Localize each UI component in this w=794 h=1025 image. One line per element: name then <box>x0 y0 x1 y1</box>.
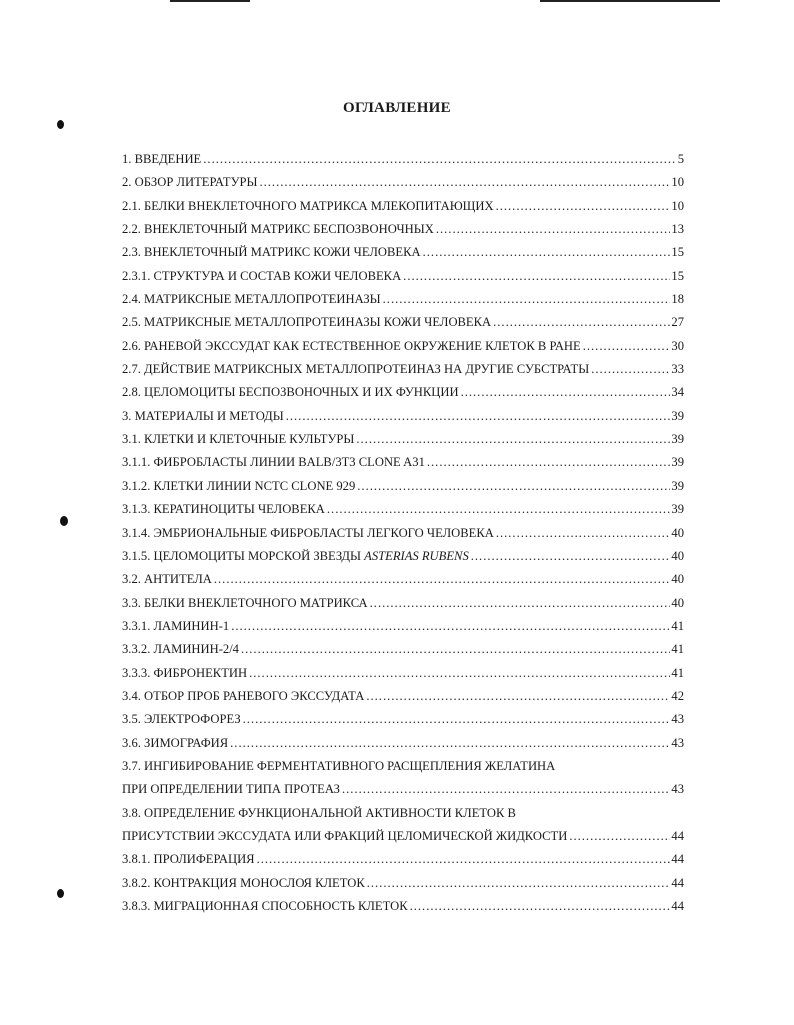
toc-dot-leader <box>436 218 671 241</box>
toc-dot-leader <box>241 638 670 661</box>
toc-entry[interactable] <box>122 218 684 241</box>
toc-dot-leader <box>496 522 671 545</box>
toc-entry-title: 3.1.2. КЛЕТКИ ЛИНИИ NCTC CLONE 929 <box>122 478 356 493</box>
toc-dot-leader <box>230 732 670 755</box>
toc-page-number: 10 <box>671 198 684 213</box>
toc-dot-leader <box>591 358 670 381</box>
toc-entry-title: ПРИСУТСТВИИ ЭКССУДАТА ИЛИ ФРАКЦИЙ ЦЕЛОМИЧЕСКОЙ ЖИДКОСТИ <box>122 828 568 843</box>
toc-entry[interactable] <box>122 358 684 381</box>
toc-page-number: 40 <box>671 525 684 540</box>
toc-entry-title: 3.3.3. ФИБРОНЕКТИН <box>122 665 248 680</box>
toc-dot-leader <box>410 895 671 918</box>
toc-entry-title: 3.1.3. КЕРАТИНОЦИТЫ ЧЕЛОВЕКА <box>122 502 325 517</box>
toc-entry[interactable] <box>122 638 684 661</box>
toc-dot-leader <box>259 171 670 194</box>
toc-entry[interactable] <box>122 381 684 404</box>
toc-entry[interactable] <box>122 428 684 451</box>
toc-dot-leader <box>496 195 671 218</box>
toc-entry[interactable] <box>122 405 684 428</box>
toc-entry-title: 3.8.1. ПРОЛИФЕРАЦИЯ <box>122 852 255 867</box>
toc-dot-leader <box>357 475 670 498</box>
toc-dot-leader <box>423 241 671 264</box>
toc-entry-title: 3. МАТЕРИАЛЫ И МЕТОДЫ <box>122 408 284 423</box>
toc-entry-title: 2.7. ДЕЙСТВИЕ МАТРИКСНЫХ МЕТАЛЛОПРОТЕИНАЗ НА ДРУГИЕ СУБСТРАТЫ <box>122 362 590 377</box>
toc-page-number: 44 <box>671 899 684 913</box>
toc-entry-title: 3.7. ИНГИБИРОВАНИЕ ФЕРМЕНТАТИВНОГО РАСЩЕПЛЕНИЯ ЖЕЛАТИНА <box>122 758 556 773</box>
toc-entry-title: 1. ВВЕДЕНИЕ <box>122 152 202 166</box>
toc-entry[interactable] <box>122 545 684 568</box>
toc-page-number: 42 <box>671 688 684 703</box>
toc-page-number: 39 <box>671 478 684 493</box>
toc-page-number: 41 <box>671 618 684 633</box>
toc-dot-leader <box>214 568 671 591</box>
toc-page-number: 39 <box>671 408 684 423</box>
toc-page-number: 15 <box>671 268 684 283</box>
toc-entry[interactable] <box>122 241 684 264</box>
toc-entry-title: 3.1.1. ФИБРОБЛАСТЫ ЛИНИИ BALB/3T3 CLONE A31 <box>122 455 425 470</box>
toc-entry[interactable] <box>122 755 684 778</box>
toc-dot-leader <box>356 428 670 451</box>
toc-entry-title: 3.6. ЗИМОГРАФИЯ <box>122 735 229 750</box>
toc-page-number: 33 <box>671 362 684 377</box>
toc-dot-leader <box>569 825 670 848</box>
toc-entry[interactable] <box>122 288 684 311</box>
toc-entry[interactable] <box>122 522 684 545</box>
scan-edge-mark-left <box>170 0 250 2</box>
toc-entry[interactable] <box>122 685 684 708</box>
toc-page-number: 27 <box>671 315 684 330</box>
toc-entry-title: 2.3.1. СТРУКТУРА И СОСТАВ КОЖИ ЧЕЛОВЕКА <box>122 268 402 283</box>
toc-dot-leader <box>327 498 671 521</box>
toc-dot-leader <box>366 685 670 708</box>
toc-entry-title: 2.1. БЕЛКИ ВНЕКЛЕТОЧНОГО МАТРИКСА МЛЕКОПИТАЮЩИХ <box>122 198 494 213</box>
toc-page-number: 40 <box>671 572 684 587</box>
toc-dot-leader <box>461 381 671 404</box>
toc-entry[interactable] <box>122 148 684 171</box>
toc-entry-title: 3.1.5. ЦЕЛОМОЦИТЫ МОРСКОЙ ЗВЕЗДЫ ASTERIAS RUBENS <box>122 548 469 563</box>
toc-entry[interactable] <box>122 778 684 801</box>
toc-entry[interactable] <box>122 171 684 194</box>
toc-page-number: 18 <box>671 292 684 307</box>
toc-entry[interactable] <box>122 311 684 334</box>
toc-entry[interactable] <box>122 615 684 638</box>
toc-page-number: 5 <box>677 152 684 166</box>
toc-entry-title: 3.1.4. ЭМБРИОНАЛЬНЫЕ ФИБРОБЛАСТЫ ЛЕГКОГО ЧЕЛОВЕКА <box>122 525 494 540</box>
toc-entry-title: 3.8.2. КОНТРАКЦИЯ МОНОСЛОЯ КЛЕТОК <box>122 875 365 890</box>
table-of-contents <box>122 148 684 918</box>
toc-entry-title: 3.5. ЭЛЕКТРОФОРЕЗ <box>122 712 241 727</box>
toc-dot-leader <box>286 405 671 428</box>
toc-entry-title: 3.3. БЕЛКИ ВНЕКЛЕТОЧНОГО МАТРИКСА <box>122 595 368 610</box>
scan-speck <box>57 889 64 898</box>
toc-entry-title: 3.3.2. ЛАМИНИН-2/4 <box>122 642 239 657</box>
toc-entry-title: 2.2. ВНЕКЛЕТОЧНЫЙ МАТРИКС БЕСПОЗВОНОЧНЫХ <box>122 222 434 237</box>
toc-entry[interactable] <box>122 825 684 848</box>
page-title: ОГЛАВЛЕНИЕ <box>343 100 451 116</box>
toc-dot-leader <box>203 148 676 171</box>
toc-dot-leader <box>370 592 671 615</box>
toc-dot-leader <box>471 545 671 568</box>
toc-dot-leader <box>342 778 670 801</box>
toc-entry[interactable] <box>122 802 684 825</box>
toc-entry-title: 2.4. МАТРИКСНЫЕ МЕТАЛЛОПРОТЕИНАЗЫ <box>122 292 381 307</box>
toc-dot-leader <box>427 451 671 474</box>
toc-page-number: 44 <box>671 852 684 867</box>
toc-entry-title: ПРИ ОПРЕДЕЛЕНИИ ТИПА ПРОТЕАЗ <box>122 782 340 797</box>
toc-page-number: 43 <box>671 712 684 727</box>
toc-page-number: 10 <box>671 175 684 190</box>
toc-page-number: 30 <box>671 338 684 353</box>
toc-page-number: 39 <box>671 432 684 447</box>
toc-page-number: 41 <box>671 642 684 657</box>
toc-dot-leader <box>231 615 670 638</box>
toc-page-number: 40 <box>671 595 684 610</box>
toc-entry[interactable] <box>122 451 684 474</box>
toc-entry[interactable] <box>122 848 684 871</box>
toc-entry[interactable] <box>122 195 684 218</box>
toc-entry[interactable] <box>122 732 684 755</box>
toc-entry[interactable] <box>122 592 684 615</box>
toc-entry[interactable] <box>122 475 684 498</box>
toc-entry-title: 2.6. РАНЕВОЙ ЭКССУДАТ КАК ЕСТЕСТВЕННОЕ ОКРУЖЕНИЕ КЛЕТОК В РАНЕ <box>122 338 581 353</box>
toc-entry[interactable] <box>122 568 684 591</box>
toc-entry[interactable] <box>122 872 684 895</box>
toc-page-number: 13 <box>671 222 684 237</box>
scan-edge-mark-right <box>540 0 720 2</box>
toc-dot-leader <box>249 662 670 685</box>
scan-speck <box>60 516 68 526</box>
toc-page-number: 15 <box>671 245 684 260</box>
toc-dot-leader <box>493 311 670 334</box>
toc-entry[interactable] <box>122 708 684 731</box>
toc-dot-leader <box>403 265 670 288</box>
toc-entry[interactable] <box>122 265 684 288</box>
toc-dot-leader <box>243 708 671 731</box>
toc-entry-title: 3.4. ОТБОР ПРОБ РАНЕВОГО ЭКССУДАТА <box>122 688 365 703</box>
toc-entry-title: 3.1. КЛЕТКИ И КЛЕТОЧНЫЕ КУЛЬТУРЫ <box>122 432 355 447</box>
toc-entry-title: 3.8.3. МИГРАЦИОННАЯ СПОСОБНОСТЬ КЛЕТОК <box>122 899 408 913</box>
toc-page-number: 44 <box>671 875 684 890</box>
toc-dot-leader <box>257 848 671 871</box>
toc-page-number: 41 <box>671 665 684 680</box>
toc-entry[interactable] <box>122 498 684 521</box>
toc-entry[interactable] <box>122 335 684 358</box>
toc-entry[interactable] <box>122 662 684 685</box>
toc-entry-title: 2.8. ЦЕЛОМОЦИТЫ БЕСПОЗВОНОЧНЫХ И ИХ ФУНКЦИИ <box>122 385 459 400</box>
toc-entry-title: 3.3.1. ЛАМИНИН-1 <box>122 618 230 633</box>
toc-entry[interactable] <box>122 895 684 918</box>
toc-page-number: 43 <box>671 782 684 797</box>
toc-page-number: 40 <box>671 548 684 563</box>
toc-dot-leader <box>583 335 671 358</box>
toc-page-number: 44 <box>671 828 684 843</box>
toc-dot-leader <box>367 872 671 895</box>
scan-speck <box>57 120 64 129</box>
toc-entry-title: 2.5. МАТРИКСНЫЕ МЕТАЛЛОПРОТЕИНАЗЫ КОЖИ ЧЕЛОВЕКА <box>122 315 492 330</box>
toc-page-number: 34 <box>671 385 684 400</box>
toc-page-number: 39 <box>671 502 684 517</box>
toc-entry-title: 3.8. ОПРЕДЕЛЕНИЕ ФУНКЦИОНАЛЬНОЙ АКТИВНОСТИ КЛЕТОК В <box>122 805 516 820</box>
toc-page-number: 39 <box>671 455 684 470</box>
toc-entry-title: 2.3. ВНЕКЛЕТОЧНЫЙ МАТРИКС КОЖИ ЧЕЛОВЕКА <box>122 245 421 260</box>
toc-dot-leader <box>383 288 671 311</box>
toc-entry-title: 2. ОБЗОР ЛИТЕРАТУРЫ <box>122 175 258 190</box>
toc-page-number: 43 <box>671 735 684 750</box>
toc-entry-title: 3.2. АНТИТЕЛА <box>122 572 212 587</box>
